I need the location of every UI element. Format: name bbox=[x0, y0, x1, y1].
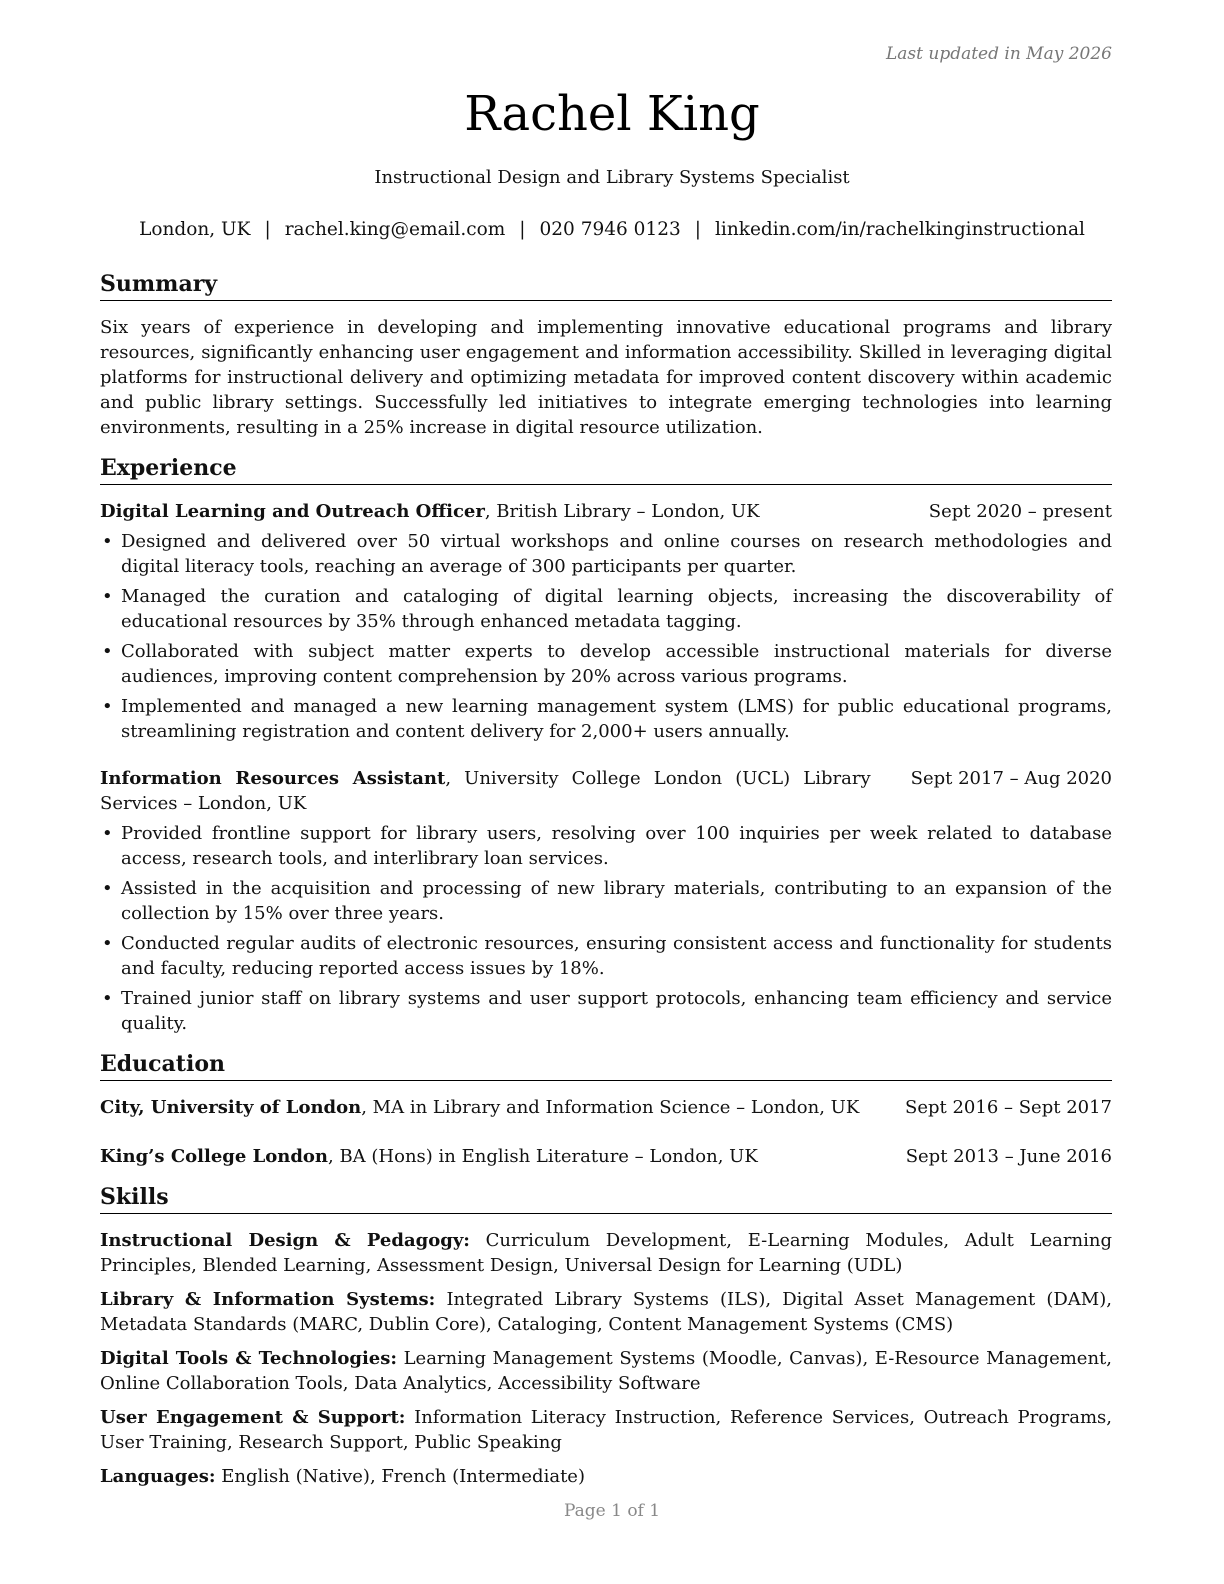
skill-value: Information Literacy Instruction, Reference Services, Outreach Programs, User Training, Research Support, Public Speaking bbox=[100, 1407, 1112, 1453]
job-title-line bbox=[100, 499, 929, 524]
job-dates: Sept 2017 – Aug 2020 bbox=[910, 768, 1112, 789]
candidate-role: Instructional Design and Library Systems Specialist bbox=[374, 167, 850, 188]
job-position: Information Resources Assistant bbox=[100, 768, 446, 789]
job-organization: , University College London (UCL) Library Services – London, UK bbox=[100, 768, 871, 814]
job-bullet: • Assisted in the acquisition and processing of new library materials, contributing to an expansion of the collection by 15% over three years. bbox=[100, 876, 1112, 926]
skill-row bbox=[100, 1464, 1112, 1489]
section-title-experience: Experience bbox=[100, 454, 1112, 485]
section-title-summary: Summary bbox=[100, 270, 1112, 301]
education-entry bbox=[100, 1095, 1112, 1120]
job-position: Digital Learning and Outreach Officer bbox=[100, 501, 485, 522]
contact-separator: | bbox=[519, 219, 526, 240]
job-bullet: • Collaborated with subject matter experts to develop accessible instructional materials for diverse audiences, improving content comprehension by 20% across various programs. bbox=[100, 639, 1112, 689]
education-dates: Sept 2016 – Sept 2017 bbox=[905, 1097, 1112, 1118]
skill-row bbox=[100, 1287, 1112, 1337]
job-bullet: • Provided frontline support for library users, resolving over 100 inquiries per week related to database access, research tools, and interlibrary loan services. bbox=[100, 821, 1112, 871]
education-entry bbox=[100, 1144, 1112, 1169]
skill-value: Curriculum Development, E-Learning Modules, Adult Learning Principles, Blended Learning, Assessment Design, Universal Design for Learning (UDL) bbox=[100, 1230, 1112, 1276]
summary-section bbox=[100, 270, 1112, 440]
job-bullet: • Designed and delivered over 50 virtual workshops and online courses on research methodologies and digital literacy tools, reaching an average of 300 participants per quarter. bbox=[100, 529, 1112, 579]
education-section bbox=[100, 1050, 1112, 1169]
skill-label: User Engagement & Support: bbox=[100, 1407, 406, 1428]
skill-label: Instructional Design & Pedagogy: bbox=[100, 1230, 470, 1251]
job-dates: Sept 2020 – present bbox=[928, 501, 1112, 522]
job-bullet: • Implemented and managed a new learning management system (LMS) for public educational programs, streamlining registration and content delivery for 2,000+ users annually. bbox=[100, 694, 1112, 744]
page-number: Page 1 of 1 bbox=[563, 1501, 661, 1521]
job-bullet: • Trained junior staff on library systems and user support protocols, enhancing team efficiency and service quality. bbox=[100, 986, 1112, 1036]
experience-section bbox=[100, 454, 1112, 1036]
job-organization: , British Library – London, UK bbox=[484, 501, 760, 522]
skill-label: Digital Tools & Technologies: bbox=[100, 1348, 398, 1369]
contact-email[interactable]: rachel.king@email.com bbox=[284, 219, 506, 240]
summary-text: Six years of experience in developing and implementing innovative educational programs and library resources, significantly enhancing user engagement and information accessibility. Skilled in leveraging digital platforms for instructional delivery and optimizing metadata for improved content discovery within academic and public library settings. Successfully led initiatives to integrate emerging technologies into learning environments, resulting in a 25% increase in digital resource utilization. bbox=[100, 317, 1112, 438]
job-entry bbox=[100, 499, 1112, 744]
contact-line bbox=[0, 219, 1224, 240]
education-line bbox=[100, 1144, 758, 1169]
skill-label: Library & Information Systems: bbox=[100, 1289, 436, 1310]
job-bullets bbox=[100, 821, 1112, 1036]
job-bullets bbox=[100, 529, 1112, 744]
contact-location: London, UK bbox=[139, 219, 251, 240]
skill-row bbox=[100, 1346, 1112, 1396]
skill-value: Integrated Library Systems (ILS), Digital Asset Management (DAM), Metadata Standards (MARC, Dublin Core), Cataloging, Content Management Systems (CMS) bbox=[100, 1289, 1112, 1335]
skill-value: English (Native), French (Intermediate) bbox=[215, 1466, 585, 1487]
resume-body bbox=[100, 270, 1112, 1489]
contact-phone: 020 7946 0123 bbox=[539, 219, 681, 240]
job-header bbox=[100, 766, 1112, 816]
job-bullet: • Managed the curation and cataloging of digital learning objects, increasing the discoverability of educational resources by 35% through enhanced metadata tagging. bbox=[100, 584, 1112, 634]
skill-value: Learning Management Systems (Moodle, Canvas), E-Resource Management, Online Collaboration Tools, Data Analytics, Accessibility Software bbox=[100, 1348, 1112, 1394]
education-dates: Sept 2013 – June 2016 bbox=[905, 1146, 1112, 1167]
job-bullet: • Conducted regular audits of electronic resources, ensuring consistent access and functionality for students and faculty, reducing reported access issues by 18%. bbox=[100, 931, 1112, 981]
candidate-name: Rachel King bbox=[464, 86, 760, 142]
last-updated-note: Last updated in May 2026 bbox=[885, 44, 1112, 64]
contact-separator: | bbox=[694, 219, 701, 240]
skill-label: Languages: bbox=[100, 1466, 216, 1487]
job-title-line bbox=[100, 766, 911, 816]
skill-row bbox=[100, 1228, 1112, 1278]
education-detail: , MA in Library and Information Science – London, UK bbox=[361, 1097, 860, 1118]
contact-separator: | bbox=[264, 219, 271, 240]
skills-section bbox=[100, 1183, 1112, 1489]
education-school: City, University of London bbox=[100, 1097, 362, 1118]
contact-linkedin[interactable]: linkedin.com/in/rachelkinginstructional bbox=[714, 219, 1085, 240]
education-detail: , BA (Hons) in English Literature – London, UK bbox=[328, 1146, 758, 1167]
job-header bbox=[100, 499, 1112, 524]
education-line bbox=[100, 1095, 859, 1120]
skill-row bbox=[100, 1405, 1112, 1455]
section-title-education: Education bbox=[100, 1050, 1112, 1081]
job-entry bbox=[100, 766, 1112, 1036]
education-school: King’s College London bbox=[100, 1146, 329, 1167]
section-title-skills: Skills bbox=[100, 1183, 1112, 1214]
